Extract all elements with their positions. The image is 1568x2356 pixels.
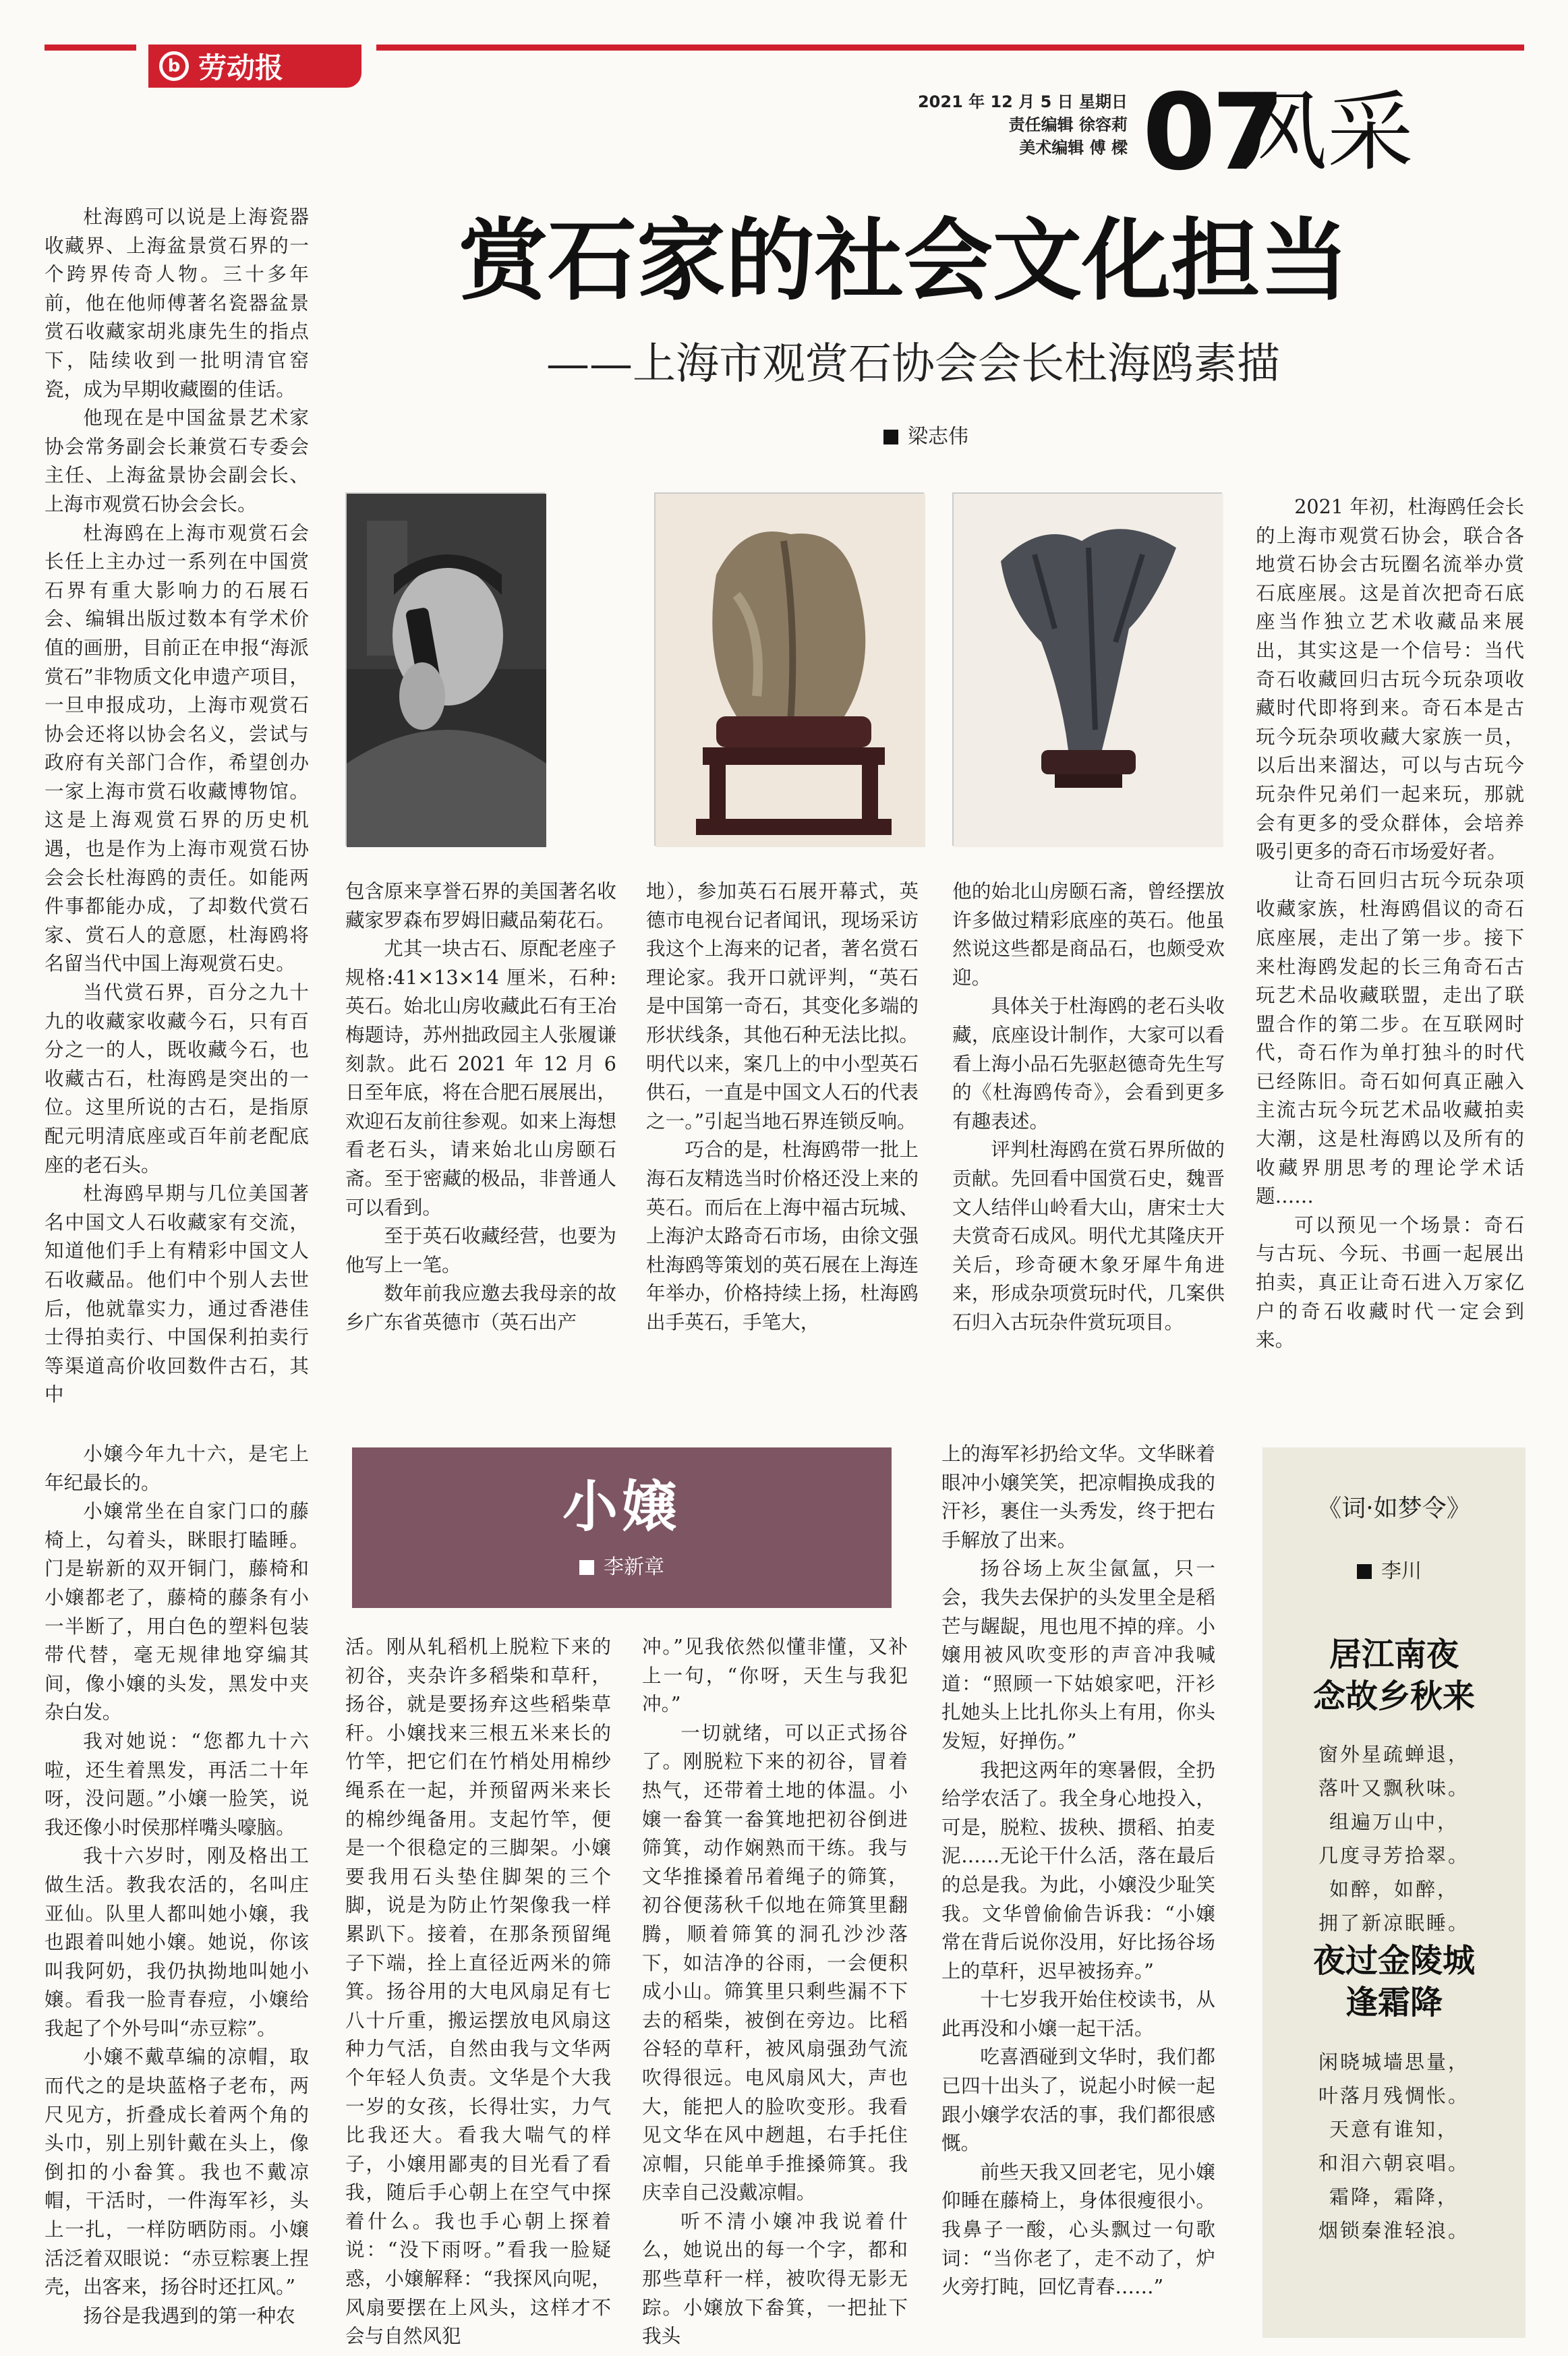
paragraph: 当代赏石界，百分之九十九的收藏家收藏今石，只有百分之一的人，既收藏今石，也收藏古石，杜海鸥是突出的一位。这里所说的古石，是指原配元明清底座或百年前老配底座的老石头。: [45, 981, 309, 1176]
paragraph: 他现在是中国盆景艺术家协会常务副会长兼赏石专委会主任、上海盆景协会副会长、上海市观赏石协会会长。: [45, 406, 309, 515]
poem-line: 几度寻芳拾翠。: [1318, 1844, 1470, 1867]
poem2-title: [1262, 1940, 1526, 2023]
paragraph: 至于英石收藏经营，也要为他写上一笔。: [345, 1224, 616, 1276]
poems-author: 李川: [1381, 1559, 1422, 1583]
paragraph: 扬谷场上灰尘氤氲，只一会，我失去保护的头发里全是稻芒与龌龊，甩也甩不掉的痒。小嬢用被风吹变形的声音冲我喊道：“照顾一下姑娘家吧，汗衫扎她头上比扎你头上有用，你头发短，好掸伤。”: [941, 1557, 1215, 1752]
poem-line: 天意有谁知，: [1329, 2118, 1459, 2141]
article2-author: 李新章: [604, 1555, 664, 1579]
paragraph: 活。刚从轧稻机上脱粒下来的初谷，夹杂许多稻柴和草秆，扬谷，就是要扬弃这些稻柴草秆。小嬢找来三根五米来长的竹竿，把它们在竹梢处用棉纱绳系在一起，并预留两米来长的棉纱绳备用。支起竹竿，便是一个很稳定的三脚架。小嬢要我用石头垫住脚架的三个脚，说是为防止竹架像我一样累趴下。接着，在那条预留绳子下端，拴上直径近两米的筛箕。扬谷用的大电风扇足有七八十斤重，搬运摆放电风扇这种力气活，自然由我与文华两个年轻人负责。文华是个大我一岁的女孩，长得壮实，力气比我还大。看我大喘气的样子，小嬢用鄙夷的目光看了看我，随后手心朝上在空气中探着什么。我也手心朝上探着说：“没下雨呀。”看我一脸疑惑，小嬢解释：“我探风向呢，风扇要摆在上风头，这样才不会与自然风犯: [345, 1635, 611, 2348]
paragraph: 我十六岁时，刚及格出工做生活。教我农活的，名叫庄亚仙。队里人都叫她小嬢，我也跟着叫她小嬢。她说，你该叫我阿奶，我仍执拗地叫她小嬢。看我一脸青春痘，小嬢给我起了个外号叫“赤豆粽”。: [45, 1844, 309, 2040]
poem1-lines: [1262, 1737, 1526, 1940]
poems-box: [1262, 1447, 1526, 2338]
newspaper-logo-icon: b: [159, 51, 189, 81]
article2-title-box: [352, 1447, 892, 1608]
article2-column-1: [45, 1439, 309, 2343]
article2-title: 小嬢: [562, 1474, 681, 1539]
poem-line: 组遍万山中，: [1329, 1810, 1459, 1833]
article2-column-2: [345, 1632, 611, 2348]
article2-column-3: [642, 1632, 908, 2348]
poem1-title-line1: 居江南夜: [1329, 1636, 1459, 1673]
paragraph: 我把这两年的寒暑假，全扔给学农活了。我全身心地投入，可是，脱粒、拔秧、掼稻、拍麦泥……无论干什么活，落在最后的总是我。为此，小嬢没少耻笑我。文华曾偷偷告诉我：“小嬢常在背后说你没用，好比扬谷场上的草秆，迟早被扬弃。”: [941, 1758, 1215, 1982]
article1-column-2: [345, 877, 616, 1369]
stone-photo-2: [952, 492, 1222, 846]
poem-line: 窗外星疏蝉退，: [1318, 1743, 1470, 1766]
issue-date: 2021 年 12 月 5 日 星期日: [917, 92, 1128, 111]
paragraph: 扬谷是我遇到的第一种农: [83, 2303, 295, 2327]
stone-photo-1: [654, 492, 924, 846]
portrait-photo: [345, 492, 545, 846]
paragraph: 冲。”见我依然似懂非懂，又补上一句，“你呀，天生与我犯冲。”: [642, 1635, 908, 1716]
paragraph: 我对她说：“您都九十六啦，还生着黑发，再活二十年呀，没问题。”小嬢一脸笑，说我还像小时侯那样嘴头嚎脑。: [45, 1729, 309, 1839]
poem2-lines: [1262, 2045, 1526, 2247]
article1-column-5: [1256, 492, 1524, 1369]
poem-line: 拥了新凉眠睡。: [1318, 1912, 1470, 1934]
top-rule-left: [45, 45, 136, 51]
article1-column-1: [45, 202, 309, 1406]
paragraph: 具体关于杜海鸥的老石头收藏，底座设计制作，大家可以看看上海小品石先驱赵德奇先生写的《杜海鸥传奇》，会看到更多有趣表述。: [952, 994, 1225, 1132]
poem-line: 落叶又飘秋味。: [1318, 1777, 1470, 1800]
paragraph: 十七岁我开始住校读书，从此再没和小嬢一起干活。: [941, 1988, 1215, 2040]
paragraph: 杜海鸥在上海市观赏石会长任上主办过一系列在中国赏石界有重大影响力的石展石会、编辑出版过数本有学术价值的画册，目前正在申报“海派赏石”非物质文化申遗产项目，一旦申报成功，上海市观赏石协会还将以协会名义，尝试与政府有关部门合作，希望创办一家上海市赏石收藏博物馆。这是上海观赏石界的历史机遇，也是作为上海市观赏石协会会长杜海鸥的责任。如能两件事都能办成，了却数代赏石家、赏石人的意愿，杜海鸥将名留当代中国上海观赏石史。: [45, 521, 309, 975]
paragraph: 前些天我又回老宅，见小嬢仰睡在藤椅上，身体很瘦很小。我鼻子一酸，心头飘过一句歌词：“当你老了，走不动了，炉火旁打盹，回忆青春……”: [941, 2160, 1215, 2299]
byline-square-icon: [1357, 1564, 1372, 1579]
paragraph: 听不清小嬢冲我说着什么，她说出的每一个字，都和那些草秆一样，被吹得无影无踪。小嬢放下畚箕，一把扯下我头: [642, 2209, 908, 2348]
poem-line: 闲晓城墙思量，: [1318, 2050, 1470, 2073]
paragraph: 小嬢今年九十六，是宅上年纪最长的。: [45, 1442, 309, 1494]
article1-author: 梁志伟: [908, 425, 968, 449]
article1-column-4: [952, 877, 1225, 1369]
poem1-title: [1262, 1634, 1526, 1717]
byline-square-icon: [579, 1560, 594, 1575]
paragraph: 上的海军衫扔给文华。文华眯着眼冲小嬢笑笑，把凉帽换成我的汗衫，裹住一头秀发，终于把右手解放了出来。: [941, 1442, 1215, 1551]
poem2-title-line2: 逢霜降: [1345, 1984, 1443, 2021]
byline-square-icon: [883, 430, 898, 444]
masthead: [148, 45, 361, 88]
poem1-title-line2: 念故乡秋来: [1312, 1677, 1475, 1715]
paragraph: 评判杜海鸥在赏石界所做的贡献。先回看中国赏石史，魏晋文人结伴山岭看大山，唐宋士大夫赏奇石成风。明代尤其隆庆开关后，珍奇硬木象牙犀牛角进来，形成杂项赏玩时代，几案供石归入古玩杂件赏玩项目。: [952, 1138, 1225, 1333]
poems-byline: [1357, 1554, 1422, 1584]
paragraph: 小嬢常坐在自家门口的藤椅上，勾着头，眯眼打瞌睡。门是崭新的双开铜门，藤椅和小嬢都老了，藤椅的藤条有小一半断了，用白色的塑料包装带代替，毫无规律地穿编其间，像小嬢的头发，黑发中夹杂白发。: [45, 1499, 309, 1724]
article1-headline: 赏石家的社会文化担当: [459, 208, 1349, 313]
paragraph: 他的始北山房颐石斋，曾经摆放许多做过精彩底座的英石。他虽然说这些都是商品石，也颇受欢迎。: [952, 880, 1225, 989]
poem-line: 叶落月残惆怅。: [1318, 2084, 1470, 2107]
paragraph: 尤其一块古石、原配老座子规格:41×13×14 厘米，石种:英石。始北山房收藏此石有王冶梅题诗，苏州拙政园主人张履谦刻款。此石 2021 年 12 月 6 日至年底，将在合肥石展展出，欢迎石友前往参观。如来上海想看老石头，请来始北山房颐石斋。至于密藏的极品，非普通人可以看到。: [345, 937, 616, 1219]
editor-line: 责任编辑 徐容莉: [1008, 115, 1128, 134]
paragraph: 数年前我应邀去我母亲的故乡广东省英德市（英石出产: [345, 1282, 616, 1333]
paragraph: 可以预见一个场景：奇石与古玩、今玩、书画一起展出拍卖，真正让奇石进入万家亿户的奇石收藏时代一定会到来。: [1256, 1213, 1524, 1352]
portrait-photo-art: [347, 494, 546, 847]
paragraph: 巧合的是，杜海鸥带一批上海石友精选当时价格还没上来的英石。而后在上海中福古玩城、上海沪太路奇石市场，由徐文强杜海鸥等策划的英石展在上海连年举办，价格持续上扬，杜海鸥出手英石，手笔大，: [646, 1138, 919, 1333]
stone-photo-2-art: [954, 494, 1223, 847]
stone-photo-1-art: [656, 494, 925, 847]
paragraph: 一切就绪，可以正式扬谷了。刚脱粒下来的初谷，冒着热气，还带着土地的体温。小嬢一畚箕一畚箕地把初谷倒进筛箕，动作娴熟而干练。我与文华推搡着吊着绳子的筛箕，初谷便荡秋千似地在筛箕里翻腾，顺着筛箕的洞孔沙沙落下，如洁净的谷雨，一会便积成小山。筛箕里只剩些漏不下去的稻柴，被倒在旁边。比稻谷轻的草秆，被风扇强劲气流吹得很远。电风扇风大，声也大，能把人的脸吹变形。我看见文华在风中趔趄，右手托住凉帽，只能单手推搡筛箕。我庆幸自己没戴凉帽。: [642, 1721, 908, 2204]
poem-line: 烟锁秦淮轻浪。: [1318, 2219, 1470, 2242]
poem-line: 霜降，霜降，: [1329, 2185, 1459, 2208]
page-number: 07: [1142, 71, 1281, 194]
paragraph: 地），参加英石石展开幕式，英德市电视台记者闻讯，现场采访我这个上海来的记者，著名赏石理论家。我开口就评判，“英石是中国第一奇石，其变化多端的形状线条，其他石种无法比拟。明代以来，案几上的中小型英石供石，一直是中国文人石的代表之一。”引起当地石界连锁反响。: [646, 880, 919, 1132]
top-rule-right: [376, 45, 1524, 51]
paragraph: 杜海鸥早期与几位美国著名中国文人石收藏家有交流，知道他们手上有精彩中国文人石收藏品。他们中个别人去世后，他就靠实力，通过香港佳士得拍卖行、中国保利拍卖行等渠道高价收回数件古石，其中: [45, 1182, 309, 1406]
paragraph: 杜海鸥可以说是上海瓷器收藏界、上海盆景赏石界的一个跨界传奇人物。三十多年前，他在他师傅著名瓷器盆景赏石收藏家胡兆康先生的指点下，陆续收到一批明清官窑瓷，成为早期收藏圈的佳话。: [45, 205, 309, 401]
poem-line: 如醉，如醉，: [1329, 1878, 1459, 1901]
paragraph: 2021 年初，杜海鸥任会长的上海市观赏石协会，联合各地赏石协会古玩圈名流举办赏石底座展。这是首次把奇石底座当作独立艺术收藏品来展出，其实这是一个信号：当代奇石收藏回归古玩今玩杂项收藏时代即将到来。奇石本是古玩今玩杂项收藏大家族一员，以后出来溜达，可以与古玩今玩杂件兄弟们一起来玩，那就会有更多的受众群体，会培养吸引更多的奇石市场爱好者。: [1256, 495, 1524, 863]
art-editor-line: 美术编辑 傅 樑: [1019, 138, 1128, 157]
poem-line: 和泪六朝哀唱。: [1318, 2152, 1470, 2175]
poem2-title-line1: 夜过金陵城: [1312, 1942, 1475, 1980]
paper-name: 劳动报: [198, 51, 284, 84]
paragraph: 小嬢不戴草编的凉帽，取而代之的是块蓝格子老布，两尺见方，折叠成长着两个角的头巾，别上别针戴在头上，像倒扣的小畚箕。我也不戴凉帽，干活时，一件海军衫，头上一扎，一样防晒防雨。小嬢活泛着双眼说：“赤豆粽裹上捏壳，出客来，扬谷时还扛风。”: [45, 2045, 309, 2299]
article1-subheadline: ——上海市观赏石协会会长杜海鸥素描: [546, 339, 1280, 389]
issue-meta: [850, 90, 1128, 159]
article2-byline: [352, 1550, 892, 1580]
article2-column-4: [941, 1439, 1215, 2343]
paragraph: 让奇石回归古玩今玩杂项收藏家族，杜海鸥倡议的奇石底座展，走出了第一步。接下来杜海鸥发起的长三角奇石古玩艺术品收藏联盟，走出了联盟合作的第二步。在互联网时代，奇石作为单打独斗的时代已经陈旧。奇石如何真正融入主流古玩今玩艺术品收藏拍卖大潮，这是杜海鸥以及所有的收藏界朋思考的理论学术话题……: [1256, 868, 1524, 1208]
article1-byline: [883, 420, 968, 449]
poem-series-title: 《词·如梦令》: [1317, 1495, 1471, 1522]
article1-column-3: [646, 877, 919, 1369]
paragraph: 吃喜酒碰到文华时，我们都已四十出头了，说起小时候一起跟小嬢学农活的事，我们都很感慨。: [941, 2045, 1215, 2155]
paragraph: 包含原来享誉石界的美国著名收藏家罗森布罗姆旧藏品菊花石。: [345, 880, 616, 931]
section-name: 风采: [1241, 82, 1414, 183]
